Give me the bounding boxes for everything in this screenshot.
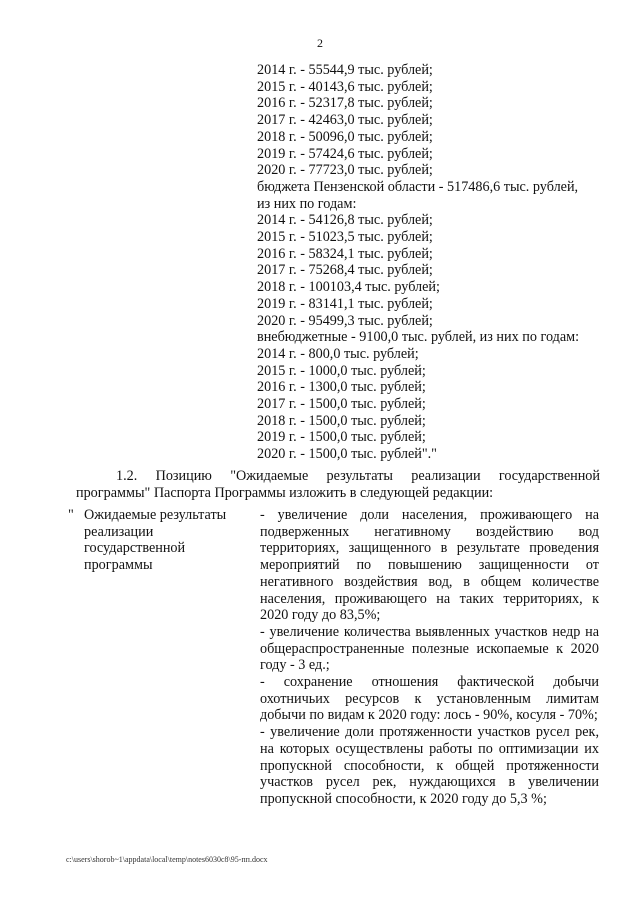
funding-line: внебюджетные - 9100,0 тыс. рублей, из них по годам:: [257, 329, 580, 346]
funding-line: из них по годам:: [257, 195, 357, 212]
funding-line: 2016 г. - 1300,0 тыс. рублей;: [257, 379, 426, 396]
amendment-paragraph: 1.2. Позицию "Ожидаемые результаты реализации государственной программы" Паспорта Программы изложить в следующей редакции:: [76, 468, 600, 501]
funding-line: 2017 г. - 1500,0 тыс. рублей;: [257, 396, 426, 413]
funding-line: 2016 г. - 58324,1 тыс. рублей;: [257, 245, 433, 262]
position-label: Ожидаемые результаты реализации государственной программы: [84, 507, 227, 574]
footer-file-path: c:\users\shorob~1\appdata\local\temp\notes6030c8\95-пп.docx: [66, 855, 268, 864]
funding-line: 2017 г. - 75268,4 тыс. рублей;: [257, 262, 433, 279]
funding-line: 2014 г. - 54126,8 тыс. рублей;: [257, 212, 433, 229]
funding-line: 2019 г. - 57424,6 тыс. рублей;: [257, 145, 433, 162]
funding-line: 2014 г. - 800,0 тыс. рублей;: [257, 345, 419, 362]
funding-line: 2018 г. - 1500,0 тыс. рублей;: [257, 412, 426, 429]
result-item: - увеличение доли населения, проживающего на подверженных негативному воздействию вод территориях, защищенного в результате проведения мероприятий по повышению защищенности от негативного воздействия вод, в общем количестве населения, проживающего на таких территориях, к 2020 году до 83,5%;: [260, 507, 599, 624]
expected-results: [260, 507, 599, 808]
result-item: - увеличение количества выявленных участков недр на общераспространенные полезные ископаемые к 2020 году - 3 ед.;: [260, 623, 599, 674]
result-item: - увеличение доли протяженности участков русел рек, на которых осуществлены работы по оптимизации их пропускной способности, к общей протяженности участков русел рек, нуждающихся в увеличении пропускной способности, к 2020 году до 5,3 %;: [260, 724, 599, 807]
funding-line: 2017 г. - 42463,0 тыс. рублей;: [257, 112, 433, 129]
funding-line: 2015 г. - 1000,0 тыс. рублей;: [257, 362, 426, 379]
funding-line: 2020 г. - 1500,0 тыс. рублей".": [257, 446, 437, 463]
funding-line: 2018 г. - 50096,0 тыс. рублей;: [257, 128, 433, 145]
page-number: 2: [317, 36, 323, 50]
funding-line: 2020 г. - 77723,0 тыс. рублей;: [257, 162, 433, 179]
funding-line: 2015 г. - 40143,6 тыс. рублей;: [257, 78, 433, 95]
funding-line: 2018 г. - 100103,4 тыс. рублей;: [257, 279, 440, 296]
funding-line: 2019 г. - 1500,0 тыс. рублей;: [257, 429, 426, 446]
funding-line: 2020 г. - 95499,3 тыс. рублей;: [257, 312, 433, 329]
opening-quote: ": [68, 507, 74, 523]
result-item: - сохранение отношения фактической добычи охотничьих ресурсов к установленным лимитам добычи по видам к 2020 году: лось - 90%, косуля - 70%;: [260, 674, 599, 724]
funding-line: 2019 г. - 83141,1 тыс. рублей;: [257, 295, 433, 312]
funding-line: бюджета Пензенской области - 517486,6 тыс. рублей,: [257, 178, 579, 195]
funding-list: [257, 62, 607, 463]
funding-line: 2016 г. - 52317,8 тыс. рублей;: [257, 95, 433, 112]
funding-line: 2014 г. - 55544,9 тыс. рублей;: [257, 62, 433, 78]
funding-line: 2015 г. - 51023,5 тыс. рублей;: [257, 229, 433, 246]
